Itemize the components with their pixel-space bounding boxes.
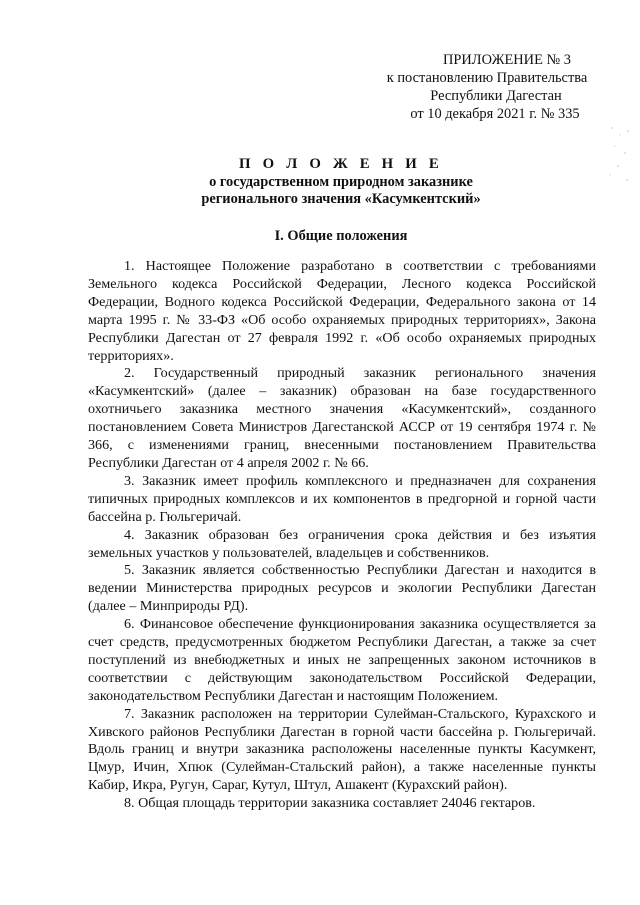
paragraph-4: 4. Заказник образован без ограничения срока действия и без изъятия земельных участков у пользователей, владельцев и собственников. (88, 526, 596, 561)
appendix-date: от 10 декабря 2021 г. № 335 (410, 106, 580, 122)
title-subtitle-2: регионального значения «Касумкентский» (201, 191, 481, 207)
appendix-number: ПРИЛОЖЕНИЕ № 3 (443, 52, 571, 68)
appendix-header (372, 51, 602, 123)
appendix-issuer: Республики Дагестан (430, 88, 562, 104)
paragraph-1: 1. Настоящее Положение разработано в соответствии с требованиями Земельного кодекса Российской Федерации, Лесного кодекса Российской Федерации, Водного кодекса Российской Федерации, Федерального закона от 14 марта 1995 г. № 33-ФЗ «Об особо охраняемых природных территориях», Закона Республики Дагестан от 27 февраля 1992 г. «Об особо охраняемых природных территориях». (88, 258, 596, 364)
paragraph-7: 7. Заказник расположен на территории Сулейман-Стальского, Курахского и Хивского районов Республики Дагестан в горной части бассейна р. Гюльгеричай. Вдоль границ и внутри заказника расположены населенные пункты Касумкент, Цмур, Ичин, Хпюк (Сулейман-Стальский район), а также населенные пункты Кабир, Икра, Ругун, Сараг, Кутул, Штул, Ашакент (Курахский район). (88, 705, 596, 794)
title-subtitle-1: о государственном природном заказнике (209, 174, 473, 190)
paragraph-3: 3. Заказник имеет профиль комплексного и предназначен для сохранения типичных природных комплексов и их компонентов в предгорной и горной части бассейна р. Гюльгеричай. (88, 472, 596, 525)
document-body (88, 258, 596, 813)
paragraph-2: 2. Государственный природный заказник регионального значения «Касумкентский» (далее – заказник) образован на базе государственного охотничьего заказника местного значения «Касумкентский», созданного постановлением Совета Министров Дагестанской АССР от 19 сентября 1974 г. № 366, с изменениями границ, внесенными постановлением Правительства Республики Дагестан от 4 апреля 2002 г. № 66. (88, 365, 596, 471)
paragraph-5: 5. Заказник является собственностью Республики Дагестан и находится в ведении Министерства природных ресурсов и экологии Республики Дагестан (далее – Минприроды РД). (88, 562, 596, 615)
scan-noise (606, 120, 636, 190)
title-main: П О Л О Ж Е Н И Е (239, 156, 443, 172)
section-heading: I. Общие положения (274, 228, 408, 244)
paragraph-6: 6. Финансовое обеспечение функционирования заказника осуществляется за счет средств, предусмотренных бюджетом Республики Дагестан, а также за счет поступлений из внебюджетных и иных не запрещенных законом источников в соответствии с действующим законодательством Российской Федерации, законодательством Республики Дагестан и настоящим Положением. (88, 616, 596, 704)
appendix-reference: к постановлению Правительства (386, 70, 588, 86)
document-title (88, 156, 594, 208)
paragraph-8: 8. Общая площадь территории заказника составляет 24046 гектаров. (124, 795, 536, 812)
